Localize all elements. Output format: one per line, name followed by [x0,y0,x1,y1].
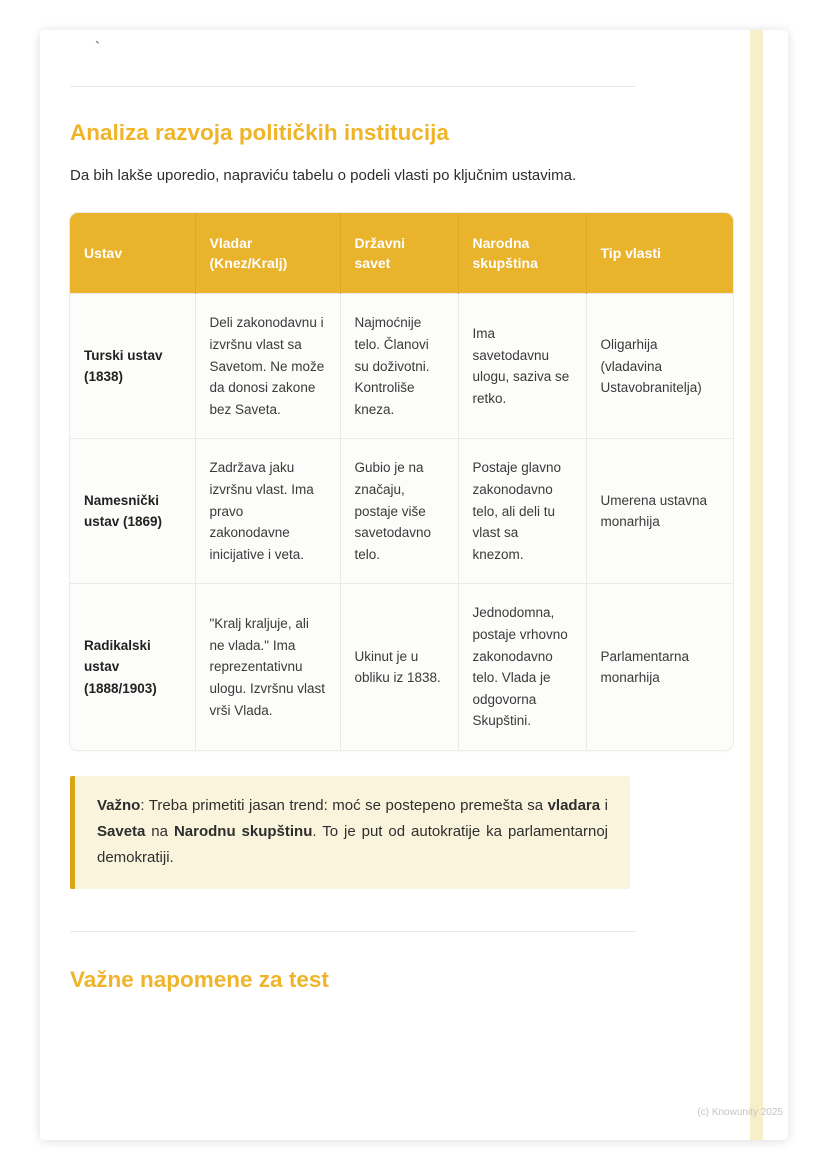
row-label-cell: Turski ustav (1838) [70,294,195,439]
constitutions-table [70,213,733,750]
callout-segment: Narodnu skupštinu [173,823,313,841]
callout-segment: . To je put od autokratije ka parlamentarnoj demokratiji. [97,823,608,867]
table-cell: Postaje glavno zakonodavno telo, ali deli tu vlast sa knezom. [458,439,586,584]
callout-segment: na [145,823,174,841]
callout-segment: Saveta [97,823,146,841]
row-label-cell: Radikalski ustav (1888/1903) [70,584,195,750]
important-callout [70,776,630,889]
table-row-radikalski-ustav [70,584,733,750]
section-divider-top [70,86,635,87]
table-cell: Jednodomna, postaje vrhovno zakonodavno telo. Vlada je odgovorna Skupštini. [458,584,586,750]
stray-backtick-text: ` [95,39,100,56]
section-divider-bottom [70,931,635,932]
table-cell: Deli zakonodavnu i izvršnu vlast sa Savetom. Ne može da donosi zakone bez Saveta. [195,294,340,439]
table-cell: Najmoćnije telo. Članovi su doživotni. Kontroliše kneza. [340,294,458,439]
table-cell: Oligarhija (vladavina Ustavobranitelja) [586,294,733,439]
table-cell: Umerena ustavna monarhija [586,439,733,584]
table-cell: Ukinut je u obliku iz 1838. [340,584,458,750]
table-cell: Ima savetodavnu ulogu, saziva se retko. [458,294,586,439]
callout-text [97,793,608,872]
watermark-text: (c) Knowunity 2025 [697,1107,783,1118]
column-header-drzavni-savet: Državni savet [340,213,458,294]
table-cell: Gubio je na značaju, postaje više savetodavno telo. [340,439,458,584]
callout-segment: : Treba primetiti jasan trend: moć se postepeno premešta sa [140,796,548,814]
intro-paragraph: Da bih lakše uporedio, napraviću tabelu o podeli vlasti po ključnim ustavima. [70,167,577,185]
callout-segment: i [600,796,608,814]
row-label-cell: Namesnički ustav (1869) [70,439,195,584]
table-cell: Parlamentarna monarhija [586,584,733,750]
table-cell: Zadržava jaku izvršnu vlast. Ima pravo zakonodavne inicijative i veta. [195,439,340,584]
callout-segment: Važno [97,796,141,814]
callout-segment: vladara [547,796,601,814]
table-header-row [70,213,733,294]
table-row-namesnicki-ustav [70,439,733,584]
page-content [40,30,788,994]
section-title-analysis: Analiza razvoja političkih institucija [70,120,449,145]
column-header-narodna-skupstina: Narodna skupština [458,213,586,294]
column-header-ustav: Ustav [70,213,195,294]
section-title-notes: Važne napomene za test [70,966,329,992]
table-row-turski-ustav [70,294,733,439]
document-page [40,30,788,1140]
constitutions-table-container [70,213,733,750]
column-header-tip-vlasti: Tip vlasti [586,213,733,294]
column-header-vladar: Vladar (Knez/Kralj) [195,213,340,294]
table-cell: "Kralj kraljuje, ali ne vlada." Ima reprezentativnu ulogu. Izvršnu vlast vrši Vlada. [195,584,340,750]
